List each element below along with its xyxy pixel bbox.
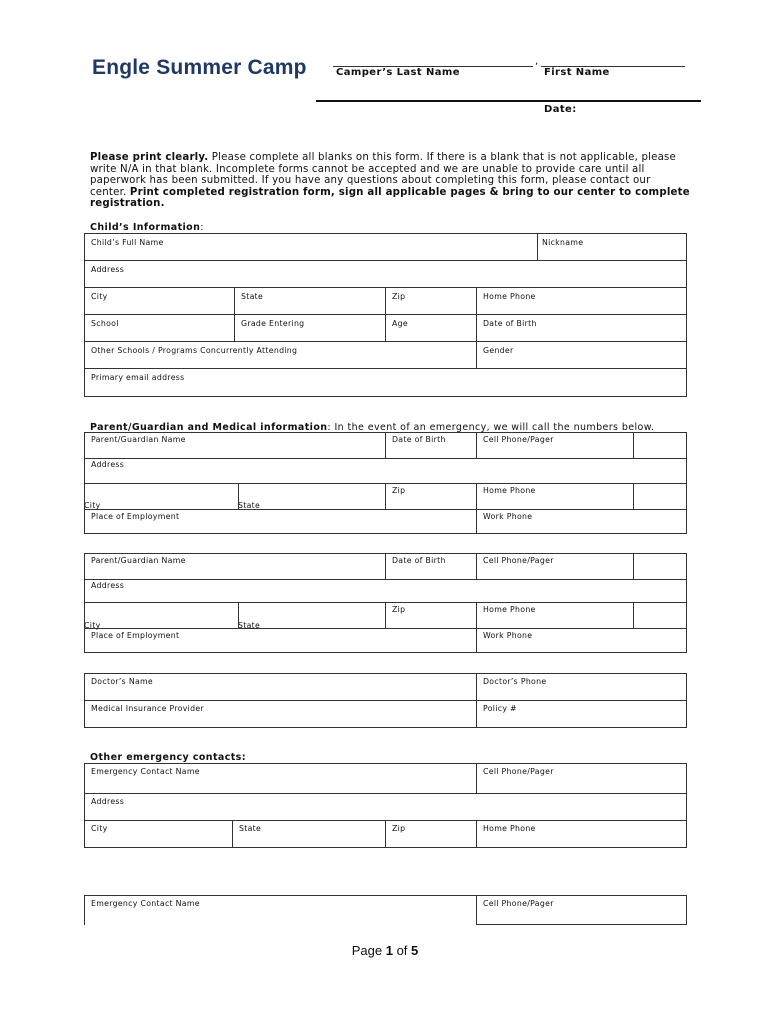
- emergency1-address-cell[interactable]: [84, 793, 687, 821]
- doctor-phone-label: Doctor’s Phone: [483, 677, 547, 686]
- parent1-state-label: State: [238, 501, 261, 510]
- child-grade-label: Grade Entering: [241, 319, 305, 328]
- parent1-address-cell[interactable]: [84, 458, 687, 484]
- parent1-zip-label: Zip: [392, 486, 406, 495]
- current-page: 1: [385, 943, 393, 958]
- emergency1-cell-label: Cell Phone/Pager: [483, 767, 554, 776]
- parent1-employment-label: Place of Employment: [91, 512, 180, 521]
- last-name-label: Camper’s Last Name: [336, 67, 460, 78]
- child-address-cell[interactable]: [84, 260, 687, 288]
- doctor-name-label: Doctor’s Name: [91, 677, 154, 686]
- insurance-label: Medical Insurance Provider: [91, 704, 204, 713]
- child-city-label: City: [91, 292, 108, 301]
- parent2-home-phone-label: Home Phone: [483, 605, 536, 614]
- parent1-home-phone-extra[interactable]: [633, 483, 687, 510]
- total-pages: 5: [411, 943, 419, 958]
- emergency1-address-label: Address: [91, 797, 125, 806]
- parent2-work-phone-label: Work Phone: [483, 631, 533, 640]
- parent2-home-phone-extra[interactable]: [633, 602, 687, 629]
- child-email-label: Primary email address: [91, 373, 185, 382]
- parent2-state-cell[interactable]: [238, 602, 386, 629]
- parent1-work-phone-label: Work Phone: [483, 512, 533, 521]
- child-zip-label: Zip: [392, 292, 406, 301]
- emergency2-name-label: Emergency Contact Name: [91, 899, 200, 908]
- parent2-employment-label: Place of Employment: [91, 631, 180, 640]
- child-gender-label: Gender: [483, 346, 514, 355]
- child-age-label: Age: [392, 319, 408, 328]
- parent2-cell-phone-extra[interactable]: [633, 553, 687, 580]
- parent1-cell-label: Cell Phone/Pager: [483, 435, 554, 444]
- parent1-city-cell[interactable]: [84, 483, 239, 510]
- parent2-city-label: City: [84, 621, 101, 630]
- parent-info-heading: Parent/Guardian and Medical information: In the event of an emergency, we will call the numbers below.: [90, 422, 655, 433]
- parent2-address-label: Address: [91, 581, 125, 590]
- child-address-label: Address: [91, 265, 125, 274]
- instructions-paragraph: [90, 152, 690, 210]
- emergency1-state-label: State: [239, 824, 262, 833]
- parent1-address-label: Address: [91, 460, 125, 469]
- instructions-tail: Print completed registration form, sign all applicable pages & bring to our center to complete registration.: [90, 186, 690, 210]
- parent1-home-phone-label: Home Phone: [483, 486, 536, 495]
- child-nickname-label: Nickname: [542, 238, 584, 247]
- parent1-state-cell[interactable]: [238, 483, 386, 510]
- instructions-lead: Please print clearly.: [90, 152, 209, 163]
- emergency2-cell-label: Cell Phone/Pager: [483, 899, 554, 908]
- child-info-heading: Child’s Information:: [90, 222, 204, 233]
- child-other-schools-label: Other Schools / Programs Concurrently Attending: [91, 346, 298, 355]
- child-home-phone-label: Home Phone: [483, 292, 536, 301]
- parent1-cell-phone-extra[interactable]: [633, 432, 687, 459]
- first-name-label: First Name: [544, 67, 610, 78]
- date-line[interactable]: [316, 100, 701, 102]
- child-full-name-label: Child’s Full Name: [91, 238, 164, 247]
- page-indicator: Page 1 of 5: [351, 943, 419, 958]
- emergency1-home-phone-label: Home Phone: [483, 824, 536, 833]
- child-state-label: State: [241, 292, 264, 301]
- parent2-state-label: State: [238, 621, 261, 630]
- parent2-city-cell[interactable]: [84, 602, 239, 629]
- policy-label: Policy #: [483, 704, 517, 713]
- emergency1-zip-label: Zip: [392, 824, 406, 833]
- emergency-heading: Other emergency contacts:: [90, 752, 246, 763]
- date-label: Date:: [544, 104, 577, 115]
- name-comma: ,: [535, 56, 539, 67]
- parent2-name-label: Parent/Guardian Name: [91, 556, 186, 565]
- instructions-text: Please complete all blanks on this form. If there is a blank that is not applicable, please write N/A in that blank. Incomplete forms cannot be accepted and we are unable to provide care until all paperwork has been submitted. If you have any questions about completing this form, please contact our center.: [90, 152, 677, 198]
- child-school-label: School: [91, 319, 119, 328]
- parent2-address-cell[interactable]: [84, 579, 687, 603]
- parent1-dob-label: Date of Birth: [392, 435, 446, 444]
- emergency1-name-label: Emergency Contact Name: [91, 767, 200, 776]
- form-title: Engle Summer Camp: [92, 56, 307, 79]
- parent2-cell-label: Cell Phone/Pager: [483, 556, 554, 565]
- emergency1-city-label: City: [91, 824, 108, 833]
- child-dob-label: Date of Birth: [483, 319, 537, 328]
- parent1-name-label: Parent/Guardian Name: [91, 435, 186, 444]
- parent1-city-label: City: [84, 501, 101, 510]
- parent2-dob-label: Date of Birth: [392, 556, 446, 565]
- parent2-zip-label: Zip: [392, 605, 406, 614]
